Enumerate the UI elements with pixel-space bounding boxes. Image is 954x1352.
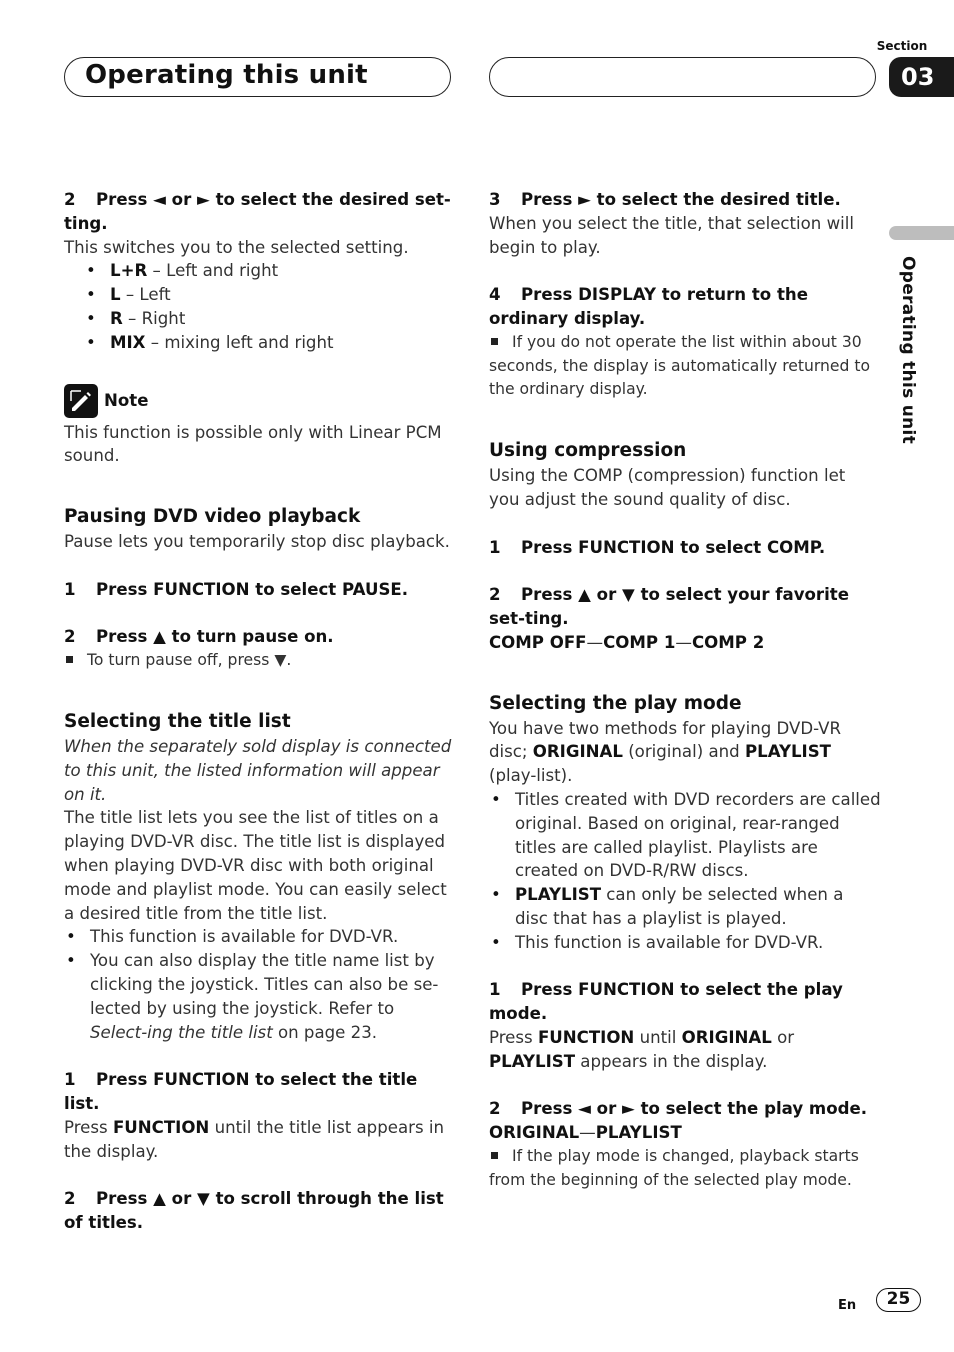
- title-list-description: The title list lets you see the list of titles on a playing DVD-VR disc. The title list is displayed when playing DVD-VR disc with both original mode and playlist mode. You can easily select a desired title from the title list.: [64, 808, 447, 923]
- side-tab-bar: [889, 226, 954, 240]
- list-item: • R – Right: [64, 307, 456, 331]
- section-label: Section: [876, 39, 928, 53]
- note-label: Note: [104, 390, 149, 410]
- play-mode-bullets: [489, 788, 881, 955]
- page-number: 25: [876, 1288, 921, 1312]
- section-number-tab: [889, 57, 954, 97]
- step-choose-play-mode: 2 Press ◄ or ► to select the play mode.: [489, 1099, 868, 1119]
- play-mode-step-desc: Press FUNCTION until ORIGINAL or PLAYLIST appears in the display.: [489, 1027, 795, 1071]
- comp-options: COMP OFF—COMP 1—COMP 2: [489, 632, 765, 652]
- display-return-note: If you do not operate the list within about 30 seconds, the display is automatically returned to the ordinary display.: [489, 332, 870, 399]
- section-heading-pause: Pausing DVD video playback: [64, 506, 361, 528]
- list-item: • L+R – Left and right: [64, 259, 456, 283]
- list-item: • This function is available for DVD-VR.: [64, 925, 456, 949]
- side-section-label: Operating this unit: [898, 256, 918, 445]
- right-column: [489, 188, 881, 1192]
- step-select-comp-setting: 2 Press ▲ or ▼ to select your favorite set-ting.: [489, 585, 849, 628]
- section-heading-title-list: Selecting the title list: [64, 710, 291, 732]
- step-select-title-list: 1 Press FUNCTION to select the title list.: [64, 1070, 418, 1113]
- title-list-step-desc: Press FUNCTION until the title list appears in the display.: [64, 1117, 444, 1161]
- title-list-bullets: [64, 925, 456, 1044]
- play-mode-options: ORIGINAL—PLAYLIST: [489, 1123, 682, 1143]
- header-empty-box: [489, 57, 876, 97]
- list-item: • L – Left: [64, 283, 456, 307]
- cross-reference: Select-ing the title list: [90, 1022, 273, 1042]
- play-mode-note: If the play mode is changed, playback starts from the beginning of the selected play mode.: [489, 1146, 859, 1189]
- list-item: • MIX – mixing left and right: [64, 331, 456, 355]
- section-heading-compression: Using compression: [489, 440, 687, 462]
- step-select-title: 3 Press ► to select the desired title.: [489, 190, 841, 209]
- list-item: • Titles created with DVD recorders are called original. Based on original, rear-ranged titles are called playlist. Playlists are created on DVD-R/RW discs.: [489, 788, 881, 883]
- note-text: This function is possible only with Linear PCM sound.: [64, 422, 442, 466]
- left-column: [64, 188, 456, 1235]
- pause-intro: Pause lets you temporarily stop disc playback.: [64, 532, 450, 552]
- section-heading-play-mode: Selecting the play mode: [489, 692, 742, 714]
- pause-off-note: To turn pause off, press ▼.: [64, 649, 456, 673]
- step-select-comp: 1 Press FUNCTION to select COMP.: [489, 537, 826, 557]
- step-description: This switches you to the selected setting.: [64, 237, 409, 257]
- step-scroll-titles: 2 Press ▲ or ▼ to scroll through the list of titles.: [64, 1189, 444, 1232]
- step-return-display: 4 Press DISPLAY to return to the ordinary display.: [489, 285, 808, 328]
- list-item: • This function is available for DVD-VR.: [489, 931, 881, 955]
- settings-list: [64, 259, 456, 354]
- play-mode-intro: You have two methods for playing DVD-VR disc; ORIGINAL (original) and PLAYLIST (play-list).: [489, 718, 842, 786]
- section-number: 03: [901, 63, 935, 91]
- list-item: • You can also display the title name list by clicking the joystick. Titles can also be se-lected by using the joystick. Refer to Select-ing the title list on page 23.: [64, 949, 456, 1044]
- language-code: En: [838, 1298, 857, 1313]
- step-description: When you select the title, that selection will begin to play.: [489, 213, 854, 257]
- step-select-play-mode: 1 Press FUNCTION to select the play mode.: [489, 980, 843, 1024]
- compression-intro: Using the COMP (compression) function let you adjust the sound quality of disc.: [489, 466, 846, 509]
- header-title-box: [64, 57, 451, 97]
- list-item: • PLAYLIST can only be selected when a disc that has a playlist is played.: [489, 883, 881, 931]
- title-list-intro: When the separately sold display is connected to this unit, the listed information will appear on it.: [64, 736, 452, 804]
- page-title: Operating this unit: [85, 60, 368, 90]
- step-pause-on: 2 Press ▲ to turn pause on.: [64, 627, 334, 647]
- step-select-pause: 1 Press FUNCTION to select PAUSE.: [64, 579, 409, 599]
- note-header: [64, 383, 456, 419]
- step-select-setting: 2 Press ◄ or ► to select the desired set-ting.: [64, 190, 451, 233]
- note-pencil-icon: [64, 384, 98, 418]
